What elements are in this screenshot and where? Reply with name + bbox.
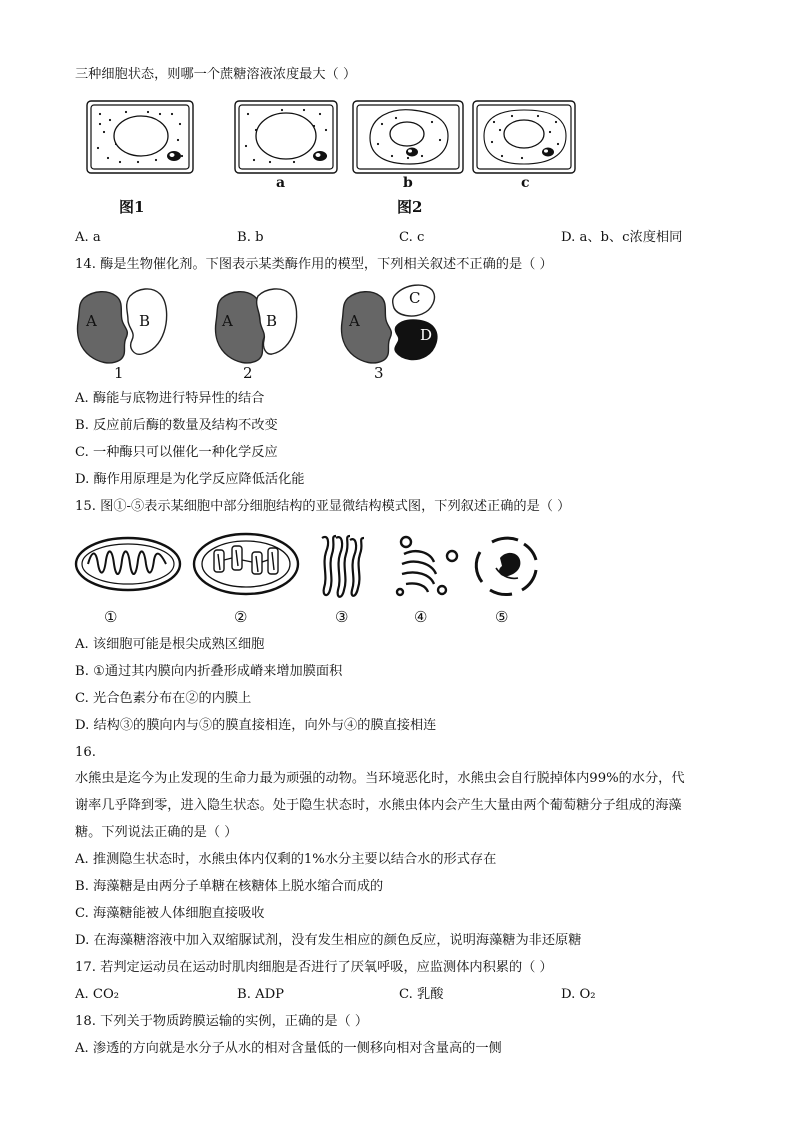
q13-cell-b: [352, 100, 464, 174]
q17-option-d[interactable]: D. O₂: [561, 987, 596, 1002]
q14-option-b[interactable]: B. 反应前后酶的数量及结构不改变: [75, 418, 278, 433]
q15-structure-1: ①: [104, 608, 118, 626]
q18-stem: 18. 下列关于物质跨膜运输的实例，正确的是（ ）: [75, 1014, 369, 1029]
q18-option-a[interactable]: A. 渗透的方向就是水分子从水的相对含量低的一侧移向相对含量高的一侧: [75, 1041, 502, 1056]
q13-option-b[interactable]: B. b: [237, 230, 264, 245]
q16-option-c[interactable]: C. 海藻糖能被人体细胞直接吸收: [75, 906, 265, 921]
q13-fig1-cell: [86, 100, 194, 174]
q15-structure-5: ⑤: [495, 608, 509, 626]
q14-stem: 14. 酶是生物催化剂。下图表示某类酶作用的模型，下列相关叙述不正确的是（ ）: [75, 257, 553, 272]
q14-step-3: 3: [374, 364, 384, 382]
q14-step-1: 1: [114, 364, 124, 382]
q14-shape-label-3d: D: [420, 326, 433, 344]
q16-stem-line-3: 糖。下列说法正确的是（ ）: [75, 825, 238, 840]
q14-shape-label-2a: A: [222, 312, 233, 330]
q13-option-c[interactable]: C. c: [399, 230, 425, 245]
q14-option-a[interactable]: A. 酶能与底物进行特异性的结合: [75, 391, 265, 406]
q15-structure-3: ③: [335, 608, 349, 626]
q14-option-d[interactable]: D. 酶作用原理是为化学反应降低活化能: [75, 472, 305, 487]
q13-cell-a: [234, 100, 338, 174]
q15-stem: 15. 图①-⑤表示某细胞中部分细胞结构的亚显微结构模式图，下列叙述正确的是（ ）: [75, 499, 571, 514]
q16-option-d[interactable]: D. 在海藻糖溶液中加入双缩脲试剂，没有发生相应的颜色反应，说明海藻糖为非还原糖: [75, 933, 582, 948]
q15-option-d[interactable]: D. 结构③的膜向内与⑤的膜直接相连，向外与④的膜直接相连: [75, 718, 437, 733]
q16-stem-line-2: 谢率几乎降到零，进入隐生状态。处于隐生状态时，水熊虫体内会产生大量由两个葡萄糖分子组成的海藻: [75, 798, 682, 813]
q16-stem-line-1: 水熊虫是迄今为止发现的生命力最为顽强的动物。当环境恶化时，水熊虫会自行脱掉体内99%的水分，代: [75, 771, 685, 786]
q14-option-c[interactable]: C. 一种酶只可以催化一种化学反应: [75, 445, 278, 460]
q13-label-c: c: [521, 175, 530, 191]
q13-label-b: b: [403, 175, 413, 191]
q16-option-b[interactable]: B. 海藻糖是由两分子单糖在核糖体上脱水缩合而成的: [75, 879, 384, 894]
q13-option-a[interactable]: A. a: [75, 230, 101, 245]
q14-shape-label-3c: C: [409, 289, 421, 307]
q14-step-2: 2: [243, 364, 253, 382]
q13-stem: 三种细胞状态，则哪一个蔗糖溶液浓度最大（ ）: [75, 67, 357, 82]
q14-shape-label-3a: A: [349, 312, 360, 330]
q14-shape-label-1b: B: [139, 312, 151, 330]
q17-option-c[interactable]: C. 乳酸: [399, 987, 444, 1002]
q16-number: 16.: [75, 745, 96, 760]
q15-structure-2: ②: [234, 608, 248, 626]
q13-cell-c: [472, 100, 576, 174]
q17-option-b[interactable]: B. ADP: [237, 987, 285, 1002]
q14-shape-label-1a: A: [86, 312, 97, 330]
q15-option-c[interactable]: C. 光合色素分布在②的内膜上: [75, 691, 252, 706]
q13-option-d[interactable]: D. a、b、c浓度相同: [561, 230, 683, 245]
q13-fig2-caption: 图2: [397, 198, 423, 216]
q17-option-a[interactable]: A. CO₂: [75, 987, 120, 1002]
q17-stem: 17. 若判定运动员在运动时肌肉细胞是否进行了厌氧呼吸，应监测体内积累的（ ）: [75, 960, 553, 975]
q13-fig1-caption: 图1: [119, 198, 145, 216]
q13-label-a: a: [276, 175, 286, 191]
q16-option-a[interactable]: A. 推测隐生状态时，水熊虫体内仅剩的1%水分主要以结合水的形式存在: [75, 852, 497, 867]
q15-option-b[interactable]: B. ①通过其内膜向内折叠形成嵴来增加膜面积: [75, 664, 343, 679]
q15-organelles: [72, 530, 542, 606]
q14-shape-label-2b: B: [266, 312, 278, 330]
q15-structure-4: ④: [414, 608, 428, 626]
q15-option-a[interactable]: A. 该细胞可能是根尖成熟区细胞: [75, 637, 265, 652]
q14-enzyme-model: [72, 282, 452, 386]
